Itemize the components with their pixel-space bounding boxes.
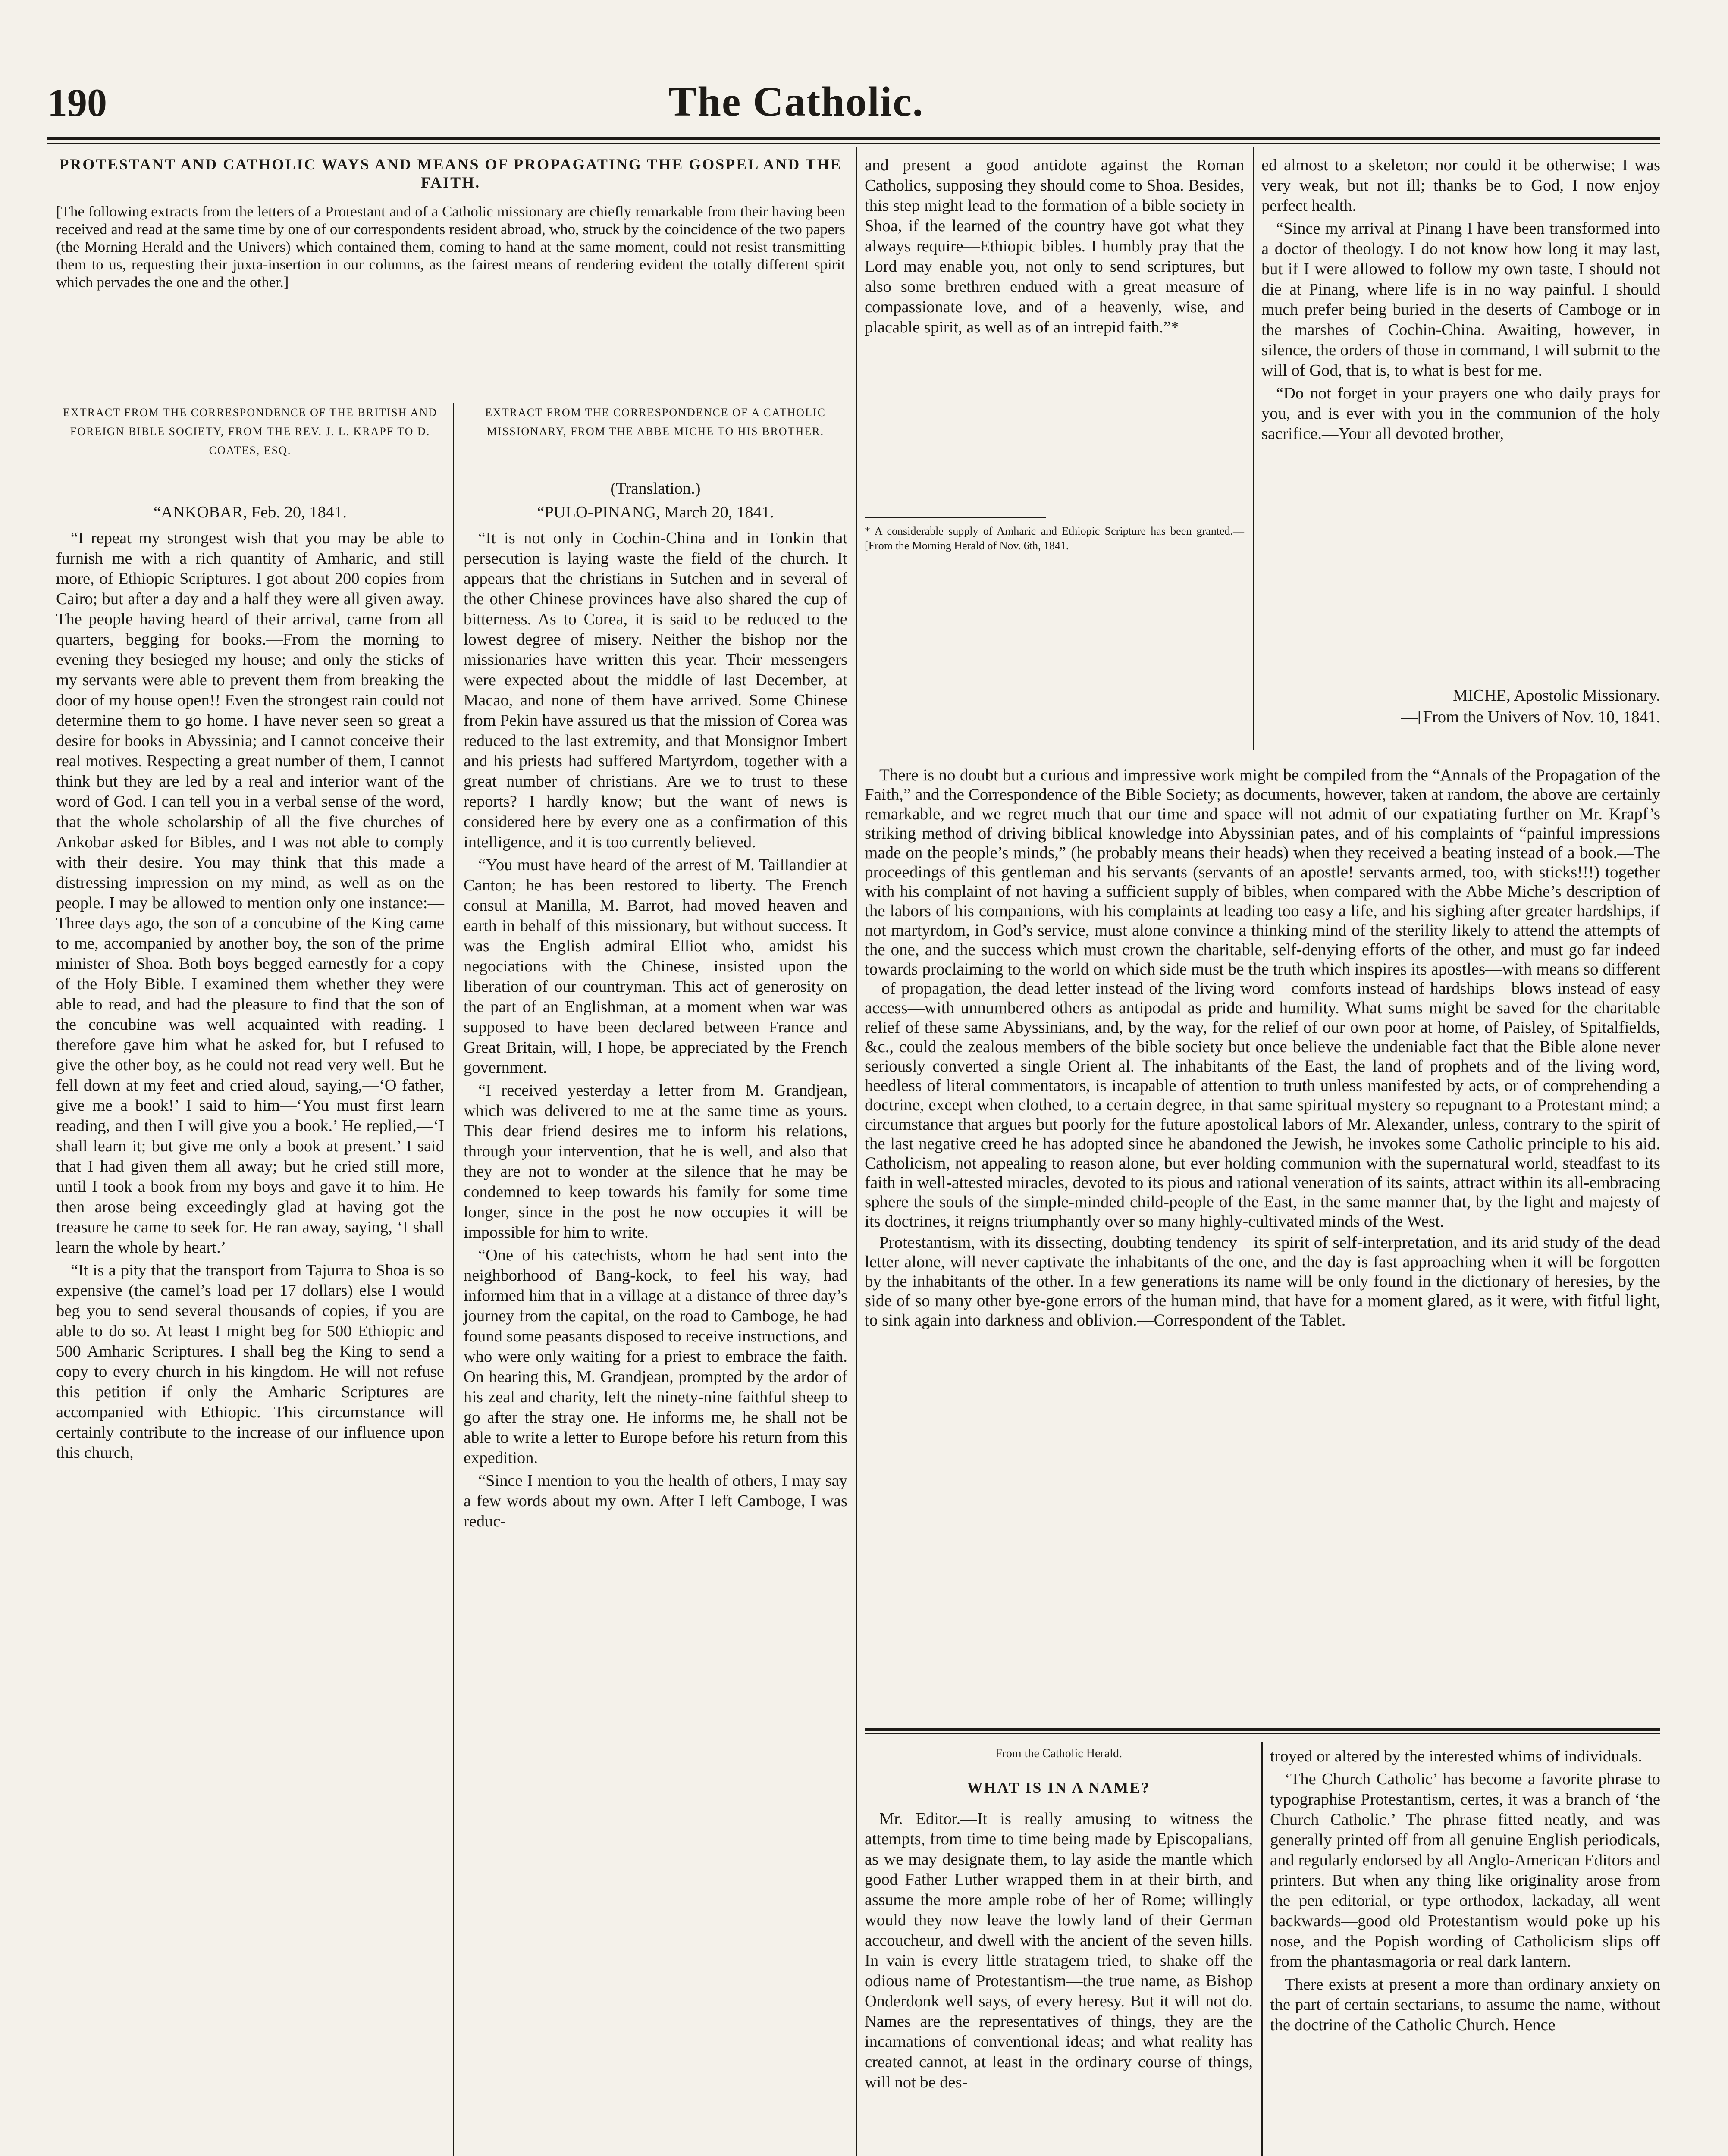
- miche-continuation: [1261, 155, 1660, 447]
- right-paragraph: “You must have heard of the arrest of M. Taillandier at Canton; he has been restored to liberty. The French consul at Manilla, M. Barrot, had moved heaven and earth in behalf of this missionary, but without success. It was the English admiral Elliot who, amidst his negociations with the Chinese, insisted upon the liberation of our countryman. This act of generosity on the part of an Englishman, at a moment when war was supposed to have been declared between France and Great Britain, will, I hope, be appreciated by the French government.: [464, 856, 847, 1077]
- left-extract-heading: EXTRACT FROM THE CORRESPONDENCE OF THE BRITISH AND FOREIGN BIBLE SOCIETY, FROM THE REV. J. L. KRAPF TO D. COATES, ESQ.: [63, 406, 437, 457]
- column-divider: [1261, 1742, 1263, 2156]
- miche-paragraph: “Do not forget in your prayers one who daily prays for you, and is ever with you in the communion of the holy sacrifice.—Your all devoted brother,: [1261, 384, 1660, 443]
- article-separator-thin: [865, 1733, 1660, 1734]
- krapf-continuation-text: and present a good antidote against the Roman Catholics, supposing they should come to Shoa. Besides, this step might lead to the formation of a bible society in Shoa, if the learned of the country have got what they always require—Ethiopic bibles. I humbly pray that the Lord may enable you, not only to send scriptures, but also some brethren endued with a great measure of compassionate love, and of a heavenly, wise, and placable spirit, as well as of an intrepid faith.”*: [865, 156, 1244, 336]
- footnote-rule: [865, 517, 1046, 518]
- right-dateline: “PULO-PINANG, March 20, 1841.: [537, 503, 774, 521]
- editorial-commentary: [865, 765, 1660, 1332]
- right-paragraph: “It is not only in Cochin-China and in Tonkin that persecution is laying waste the field of the church. It appears that the christians in Sutchen and in several of the other Chinese provinces have also shared the cup of bitterness. As to Corea, it is said to be reduced to the lowest degree of misery. Neither the bishop nor the missionaries have written this year. Their messengers were expected about the middle of last December, at Macao, and none of them have arrived. Some Chinese from Pekin have assured us that the mission of Corea was reduced to the last extremity, and that Monsignor Imbert and his priests had suffered Martyrdom, together with a great number of christians. Are we to trust to these reports? I hardly know; but the want of news is considered here by every one as a confirmation of this intelligence, and it is too currently believed.: [464, 529, 847, 851]
- page-number: 190: [47, 81, 107, 125]
- article2-column-a: [865, 1809, 1253, 2095]
- article2-text-a: Mr. Editor.—It is really amusing to witness the attempts, from time to time being made by Episcopalians, as we may designate them, to lay aside the mantle which good Father Luther wrapped them in at their birth, and assume the more ample robe of her of Rome; willingly would they now leave the lowly land of their German accoucheur, and dwell with the ancient of the seven hills. In vain is every little stratagem tried, to shake off the odious name of Protestantism—the true name, as Bishop Onderdonk well says, of every heresy. But it will not do. Names are the representatives of things, they are the incarnations of conventional ideas; and what reality has created cannot, at least in the ordinary course of things, will not be des-: [865, 1810, 1253, 2091]
- article2-paragraph: There exists at present a more than ordinary anxiety on the part of certain sectarians, to assume the name, without the doctrine of the Catholic Church. Hence: [1270, 1975, 1660, 2034]
- right-paragraph: “I received yesterday a letter from M. Grandjean, which was delivered to me at the same time as yours. This dear friend desires me to inform his relations, through your intervention, that he is well, and also that they are not to wonder at the silence that he may be condemned to keep towards his family for some time longer, since in the post he now occupies it will be impossible for him to write.: [464, 1081, 847, 1241]
- commentary-paragraph: There is no doubt but a curious and impressive work might be compiled from the “Annals of the Propagation of the Faith,” and the Correspondence of the Bible Society; as documents, however, taken at random, the above are certainly remarkable, and we regret much that our time and space will not admit of our expatiating further on Mr. Krapf’s striking method of driving biblical knowledge into Abyssinian pates, and of his complaints of “painful impressions made on the people’s minds,” (he probably means their heads) when they received a beating instead of a book.—The proceedings of this gentleman and his servants (servants of an apostle! servants armed, too, with sticks!!!) together with his complaint of not having a sufficient supply of bibles, when compared with the Abbe Miche’s description of the labors of his companions, with his complaints at leading too easy a life, and his sighing after greater hardships, if not martyrdom, in God’s service, must alone convince a thinking mind of the sterility likely to attend the attempts of the one, and the success which must crown the charitable, self-denying efforts of the other, and must go far indeed towards proclaiming to the world on which side must be the truth which inspires its apostles—with means so different—of propagation, the dead letter instead of the living word—comforts instead of hardships—blows instead of easy access—with unnumbered others as antipodal as pride and humility. What sums might be saved for the charitable relief of these same Abyssinians, and, by the way, for the relief of our own poor at home, of Paisley, of Spitalfields, &c., could the zealous members of the bible society but once believe the undeniable fact that the Bible alone never seriously converted a single Orient al. The inhabitants of the East, the land of prophets and of the living word, heedless of literal commentators, is incapable of attention to truth unless manifested by acts, or of comprehending a doctrine, except when clothed, to a certain degree, in that same spiritual mystery so repugnant to a Protestant mind; a circumstance that argues but poorly for the future apostolical labors of Mr. Alexander, unless, contrary to the spirit of the last negative creed he has adopted since he abandoned the Jewish, he invokes some Catholic principle to his aid. Catholicism, not appealing to reason alone, but ever holding communion with the supernatural world, steadfast to its faith in well-attested miracles, devoted to its pious and rational veneration of its saints, attract within its all-embracing sphere the souls of the simple-minded child-people of the East, in the same manner that, by the light and majesty of its doctrines, it reigns triumphantly over so many highly-cultivated minds of the West.: [865, 766, 1660, 1231]
- right-paragraph: “Since I mention to you the health of others, I may say a few words about my own. After I left Camboge, I was reduc-: [464, 1472, 847, 1530]
- column-divider: [453, 403, 454, 2156]
- article-separator-thick: [865, 1728, 1660, 1731]
- article2-paragraph: ‘The Church Catholic’ has become a favorite phrase to typographise Protestantism, certes, it was a branch of ‘the Church Catholic.’ The phrase fitted neatly, and was generally printed off from all genuine English periodicals, and regularly endorsed by all Anglo-American Editors and printers. But when any thing like originality arose from the pen editorial, or type orthodox, lackaday, all went backwards—good old Protestantism would poke up his nose, and the Popish wording of Catholicism slips off from the phantasmagoria or real dark lantern.: [1270, 1770, 1660, 1971]
- right-column-text: [464, 528, 847, 1534]
- krapf-continuation: [865, 155, 1244, 340]
- masthead-rule-thin: [47, 143, 1660, 144]
- miche-paragraph: “Since my arrival at Pinang I have been transformed into a doctor of theology. I do not know how long it may last, but if I were allowed to follow my own taste, I should not die at Pinang, where life is in no way painful. I should much prefer being buried in the deserts of Camboge or in the marshes of Cochin-China. Awaiting, however, in silence, the orders of those in command, I will submit to the will of God, that is, to what is best for me.: [1261, 219, 1660, 379]
- miche-signature: MICHE, Apostolic Missionary.: [1453, 686, 1660, 705]
- article-intro: [The following extracts from the letters of a Protestant and of a Catholic missionary are chiefly remarkable from their having been received and read at the same time by one of our correspondents resident abroad, who, struck by the coincidence of the two papers (the Morning Herald and the Univers) which contained them, coming to hand at the same moment, could not resist transmitting them to us, requesting their juxta-insertion in our columns, as the fairest means of rendering evident the totally different spirit which pervades the one and the other.]: [56, 203, 845, 291]
- footnote: * A considerable supply of Amharic and Ethiopic Scripture has been granted.—[From the Morning Herald of Nov. 6th, 1841.: [865, 525, 1244, 552]
- miche-paragraph: ed almost to a skeleton; nor could it be otherwise; I was very weak, but not ill; thanks be to God, I now enjoy perfect health.: [1261, 156, 1660, 215]
- article-headline: PROTESTANT AND CATHOLIC WAYS AND MEANS OF PROPAGATING THE GOSPEL AND THE FAITH.: [59, 156, 842, 191]
- left-paragraph: “It is a pity that the transport from Tajurra to Shoa is so expensive (the camel’s load per 17 dollars) else I would beg you to send several thousands of copies, if you are able to do so. At least I might beg for 500 Ethiopic and 500 Amharic Scriptures. I shall beg the King to send a copy to every church in his kingdom. He will not refuse this petition if only the Amharic Scriptures are accompanied with Ethiopic. This circumstance will certainly contribute to the increase of our influence upon this church,: [56, 1261, 444, 1462]
- article2-column-b: [1270, 1746, 1660, 2038]
- right-paragraph: “One of his catechists, whom he had sent into the neighborhood of Bang-kock, to feel his way, had informed him that in a village at a distance of three day’s journey from the capital, on the road to Camboge, he had found some peasants disposed to receive instructions, and who were only waiting for a priest to embrace the faith. On hearing this, M. Grandjean, prompted by the ardor of his zeal and charity, left the ninety-nine faithful sheep to go after the stray one. He informs me, he shall not be able to write a letter to Europe before his return from this expedition.: [464, 1246, 847, 1467]
- newspaper-title: The Catholic.: [668, 78, 924, 125]
- right-extract-heading: EXTRACT FROM THE CORRESPONDENCE OF A CATHOLIC MISSIONARY, FROM THE ABBE MICHE TO HIS BROTHER.: [485, 406, 826, 438]
- column-divider: [856, 147, 857, 2156]
- univers-source: —[From the Univers of Nov. 10, 1841.: [1401, 708, 1660, 726]
- left-column-text: [56, 528, 444, 1466]
- left-paragraph: “I repeat my strongest wish that you may be able to furnish me with a rich quantity of Amharic, and still more, of Ethiopic Scriptures. I got about 200 copies from Cairo; but after a day and a half they were all given away. The people having heard of their arrival, came from all quarters, begging for books.—From the morning to evening they besieged my house; and only the sticks of my servants were able to prevent them from breaking the door of my house open!! Even the strongest rain could not determine them to go home. I have never seen so great a desire for books in Abyssinia; and I cannot conceive their real motives. Respecting a great number of them, I cannot think but they are led by a real and interior want of the word of God. I can tell you in a verbal sense of the word, that the whole scholarship of all the five churches of Ankobar asked for Bibles, and I was not able to comply with their desire. You may think that this made a distressing impression on my mind, as well as on the people. I may be allowed to mention only one instance:—Three days ago, the son of a concubine of the King came to me, accompanied by another boy, the son of the prime minister of Shoa. Both boys begged earnestly for a copy of the Holy Bible. I examined them whether they were able to read, and had the pleasure to find that the son of the concubine was well acquainted with reading. I therefore gave him what he asked for, but I refused to give the other boy, as he could not read very well. But he fell down at my feet and cried aloud, saying,—‘O father, give me a book!’ I said to him—‘You must first learn reading, and then I will give you a book.’ He replied,—‘I shall learn it; but give me only a book at present.’ I said that I had given them all away; but he cried still more, until I took a book from my boys and gave it to him. He then arose being exceedingly glad at having got the treasure he came to seek for. He ran away, saying, ‘I shall learn the whole by heart.’: [56, 529, 444, 1257]
- article2-paragraph: troyed or altered by the interested whims of individuals.: [1270, 1747, 1642, 1765]
- commentary-paragraph: Protestantism, with its dissecting, doubting tendency—its spirit of self-interpretation, and its arid study of the dead letter alone, will never captivate the inhabitants of the one, and the day is fast approaching when it will be forgotten by the inhabitants of the other. In a few generations its name will be only found in the dictionary of heresies, by the side of so many other bye-gone errors of the human mind, that have for a moment glared, as it were, with fitful light, to sink again into darkness and oblivion.—Correspondent of the Tablet.: [865, 1233, 1660, 1329]
- left-dateline: “ANKOBAR, Feb. 20, 1841.: [153, 503, 347, 521]
- translation-note: (Translation.): [610, 479, 701, 498]
- article2-source: From the Catholic Herald.: [995, 1747, 1122, 1760]
- masthead-rule-thick: [47, 137, 1660, 140]
- article2-headline: WHAT IS IN A NAME?: [967, 1779, 1151, 1796]
- column-divider: [1253, 147, 1254, 750]
